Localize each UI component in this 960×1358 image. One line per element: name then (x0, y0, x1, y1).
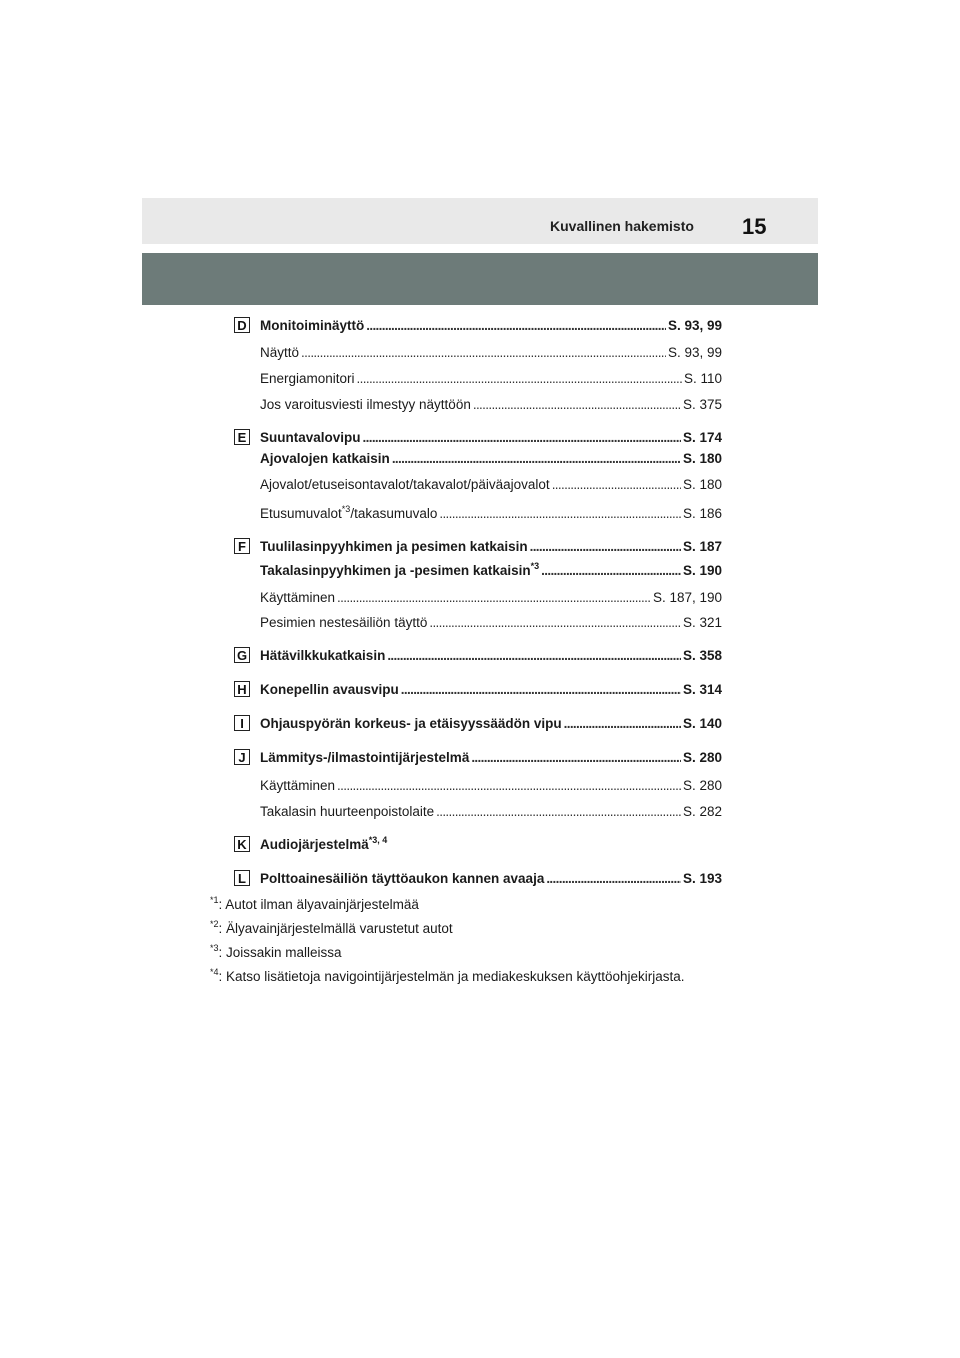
index-entry (260, 370, 722, 388)
index-entry (260, 538, 722, 556)
index-entry (260, 562, 722, 580)
footnote-mark: *3 (210, 943, 219, 953)
entry-label: Ohjauspyörän korkeus- ja etäisyyssäädön vipu (260, 716, 562, 731)
entry-page-ref: S. 321 (682, 615, 722, 630)
section-letter-l: L (234, 870, 250, 886)
entry-label: Näyttö (260, 345, 300, 360)
entry-label: Monitoiminäyttö (260, 318, 365, 333)
page-number: 15 (742, 214, 767, 239)
entry-label: Lämmitys-/ilmastointijärjestelmä (260, 750, 470, 765)
entry-page-ref: S. 93, 99 (667, 318, 722, 333)
entry-label: Polttoainesäiliön täyttöaukon kannen avaaja (260, 871, 545, 886)
index-entry (260, 396, 722, 414)
header-band (142, 198, 818, 244)
entry-label: Suuntavalovipu (260, 430, 361, 445)
footnote-mark: *1 (210, 895, 219, 905)
entry-label: Jos varoitusviesti ilmestyy näyttöön (260, 397, 471, 412)
entry-label: Tuulilasinpyyhkimen ja pesimen katkaisin (260, 539, 528, 554)
entry-page-ref: S. 93, 99 (667, 345, 722, 360)
entry-page-ref: S. 190 (682, 563, 722, 578)
index-entry (260, 505, 722, 523)
entry-page-ref: S. 314 (682, 682, 722, 697)
index-entry (260, 681, 722, 699)
index-entry (260, 317, 722, 335)
entry-page-ref: S. 110 (683, 371, 722, 386)
index-entry (260, 429, 722, 447)
section-letter-i: I (234, 715, 250, 731)
index-entry (260, 476, 722, 494)
entry-label: Pesimien nestesäiliön täyttö (260, 615, 428, 630)
entry-page-ref: S. 193 (682, 871, 722, 886)
section-letter-g: G (234, 647, 250, 663)
entry-page-ref: S. 140 (682, 716, 722, 731)
section-letter-d: D (234, 317, 250, 333)
index-entry (260, 803, 722, 821)
footnote-mark: *3, 4 (368, 835, 388, 845)
index-entry (260, 344, 722, 362)
footnote-mark: *4 (210, 967, 219, 977)
footnote-mark: *2 (210, 919, 219, 929)
index-entry (260, 749, 722, 767)
entry-label: Hätävilkkukatkaisin (260, 648, 386, 663)
entry-page-ref: S. 180 (682, 451, 722, 466)
index-entry (260, 715, 722, 733)
section-letter-k: K (234, 836, 250, 852)
entry-page-ref: S. 180 (682, 477, 722, 492)
index-entry (260, 777, 722, 795)
entry-label: Energiamonitori (260, 371, 355, 386)
entry-page-ref: S. 358 (682, 648, 722, 663)
footnote-mark: *3 (530, 561, 540, 571)
section-letter-f: F (234, 538, 250, 554)
entry-page-ref: S. 186 (682, 506, 722, 521)
entry-page-ref: S. 280 (682, 750, 722, 765)
entry-page-ref: S. 375 (682, 397, 722, 412)
entry-label: Konepellin avausvipu (260, 682, 399, 697)
footnote: $^{*2}$: Älyavainjärjestelmällä varustetut autot (210, 919, 453, 936)
entry-label: Etusumuvalot$^{*3}$/takasumuvalo (260, 504, 438, 521)
entry-label: Audiojärjestelmä$^{*3, 4}$ (260, 835, 388, 852)
page-title: Kuvallinen hakemisto (550, 218, 694, 234)
footnote: $^{*4}$: Katso lisätietoja navigointijärjestelmän ja mediakeskuksen käyttöohjekirjasta. (210, 967, 685, 984)
index-entry (260, 450, 722, 468)
entry-label: Takalasin huurteenpoistolaite (260, 804, 435, 819)
entry-page-ref: S. 280 (682, 778, 722, 793)
entry-label: Käyttäminen (260, 590, 336, 605)
entry-page-ref: S. 187, 190 (652, 590, 722, 605)
entry-label: Ajovalot/etuseisontavalot/takavalot/päiväajovalot (260, 477, 550, 492)
index-entry (260, 614, 722, 632)
section-letter-h: H (234, 681, 250, 697)
entry-label: Ajovalojen katkaisin (260, 451, 390, 466)
section-letter-e: E (234, 429, 250, 445)
entry-page-ref: S. 174 (682, 430, 722, 445)
entry-page-ref: S. 187 (682, 539, 722, 554)
entry-page-ref: S. 282 (682, 804, 722, 819)
index-entry (260, 647, 722, 665)
entry-label: Takalasinpyyhkimen ja -pesimen katkaisin$^{*3}$ (260, 561, 540, 578)
section-letter-j: J (234, 749, 250, 765)
index-entry (260, 589, 722, 607)
index-entry (260, 836, 722, 854)
entry-label: Käyttäminen (260, 778, 336, 793)
index-entry (260, 870, 722, 888)
section-band (142, 253, 818, 305)
footnote-mark: *3 (341, 504, 351, 514)
footnote: $^{*3}$: Joissakin malleissa (210, 943, 342, 960)
footnote: $^{*1}$: Autot ilman älyavainjärjestelmää (210, 895, 419, 912)
